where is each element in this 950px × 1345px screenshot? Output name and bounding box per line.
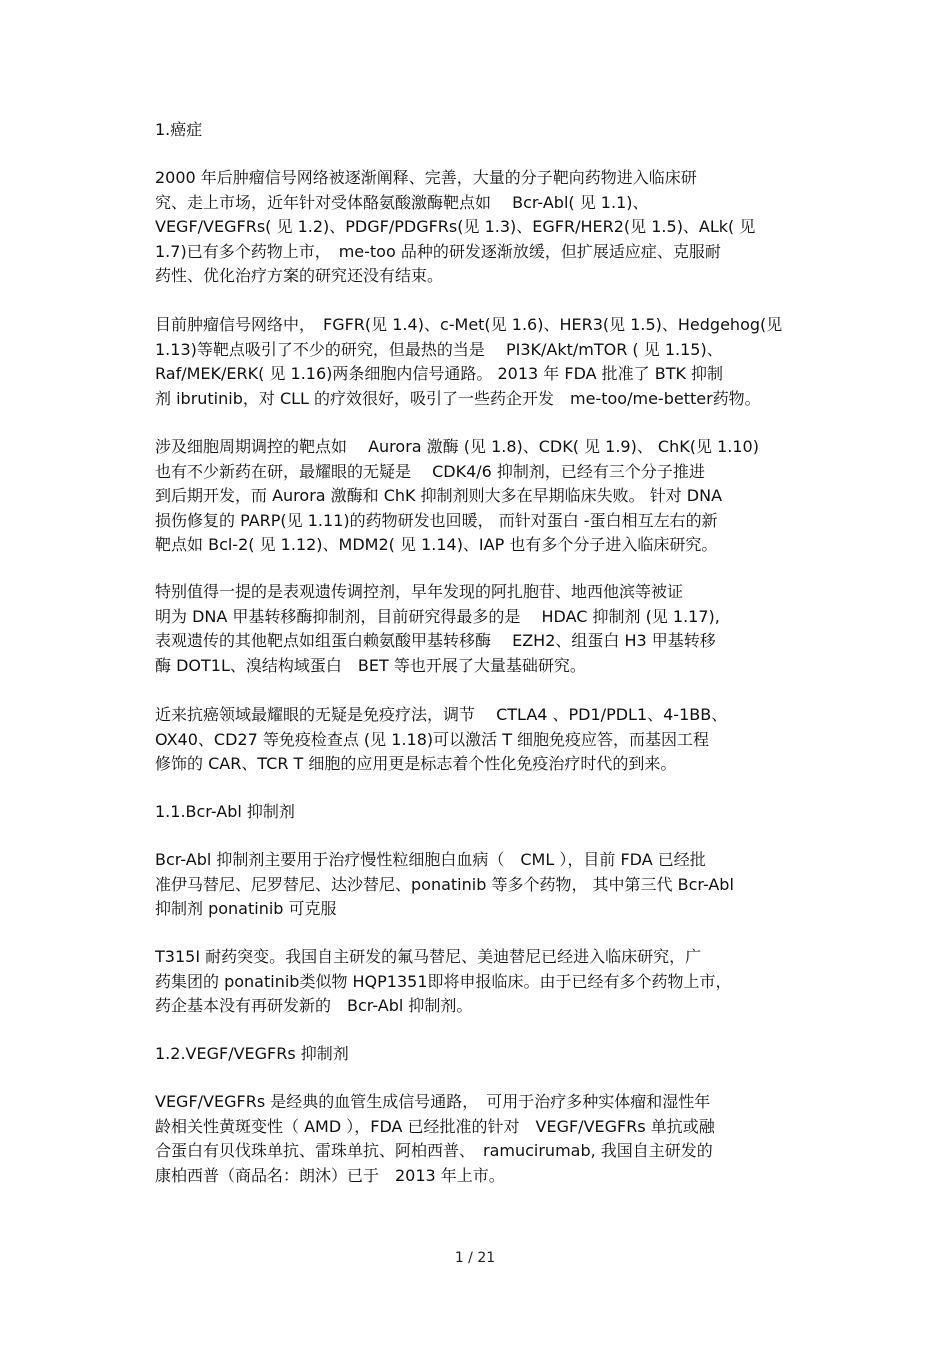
text-line: 1.癌症 bbox=[155, 120, 203, 139]
paragraph bbox=[155, 166, 795, 289]
text-line: 1.7)已有多个药物上市， me-too 品种的研发逐渐放缓，但扩展适应症、克服耐 bbox=[155, 241, 721, 261]
paragraph bbox=[155, 1090, 795, 1188]
text-line: 损伤修复的 PARP(见 1.11)的药物研发也回暖， 而针对蛋白 -蛋白相互左右的新 bbox=[155, 510, 718, 530]
paragraph bbox=[155, 848, 795, 922]
text-line: 抑制剂 ponatinib 可克服 bbox=[155, 899, 337, 918]
section-heading bbox=[155, 1042, 795, 1067]
text-line: 表观遗传的其他靶点如组蛋白赖氨酸甲基转移酶 EZH2、组蛋白 H3 甲基转移 bbox=[155, 631, 716, 650]
text-line: 准伊马替尼、尼罗替尼、达沙替尼、ponatinib 等多个药物， 其中第三代 Bcr-Abl bbox=[155, 874, 734, 894]
paragraph bbox=[155, 580, 795, 678]
paragraph bbox=[155, 703, 795, 777]
text-line: VEGF/VEGFRs( 见 1.2)、PDGF/PDGFRs(见 1.3)、EGFR/HER2(见 1.5)、ALk( 见 bbox=[155, 217, 756, 236]
text-line: Raf/MEK/ERK( 见 1.16)两条细胞内信号通路。 2013 年 FDA 批准了 BTK 抑制 bbox=[155, 364, 724, 383]
paragraph bbox=[155, 945, 795, 1019]
text-line: 究、走上市场，近年针对受体酪氨酸激酶靶点如 Bcr-Abl( 见 1.1)、 bbox=[155, 192, 649, 212]
text-line: 修饰的 CAR、TCR T 细胞的应用更是标志着个性化免疫治疗时代的到来。 bbox=[155, 754, 677, 773]
text-line: 特别值得一提的是表观遗传调控剂，早年发现的阿扎胞苷、地西他滨等被证 bbox=[155, 582, 684, 601]
text-line: 康柏西普（商品名：朗沐）已于 2013 年上市。 bbox=[155, 1165, 505, 1185]
section-heading bbox=[155, 118, 795, 143]
text-line: T315I 耐药突变。我国自主研发的氟马替尼、美迪替尼已经进入临床研究，广 bbox=[155, 947, 702, 966]
text-line: 1.13)等靶点吸引了不少的研究，但最热的当是 PI3K/Akt/mTOR ( 见 1.15)、 bbox=[155, 339, 723, 359]
paragraph bbox=[155, 313, 795, 411]
text-line: 涉及细胞周期调控的靶点如 Aurora 激酶 (见 1.8)、CDK( 见 1.9)、 ChK(见 1.10) bbox=[155, 437, 759, 456]
page-number: 1 / 21 bbox=[454, 1250, 496, 1266]
text-line: Bcr-Abl 抑制剂主要用于治疗慢性粒细胞白血病（ CML ），目前 FDA 已经批 bbox=[155, 850, 706, 869]
section-heading bbox=[155, 800, 795, 825]
text-line: VEGF/VEGFRs 是经典的血管生成信号通路， 可用于治疗多种实体瘤和湿性年 bbox=[155, 1092, 711, 1111]
text-line: 1.1.Bcr-Abl 抑制剂 bbox=[155, 802, 295, 821]
text-line: 也有不少新药在研，最耀眼的无疑是 CDK4/6 抑制剂，已经有三个分子推进 bbox=[155, 461, 705, 481]
text-line: 酶 DOT1L、溴结构域蛋白 BET 等也开展了大量基础研究。 bbox=[155, 655, 586, 675]
text-line: 龄相关性黄斑变性（ AMD ），FDA 已经批准的针对 VEGF/VEGFRs 单抗或融 bbox=[155, 1116, 715, 1136]
text-line: 目前肿瘤信号网络中， FGFR(见 1.4)、c-Met(见 1.6)、HER3(见 1.5)、Hedgehog(见 bbox=[155, 315, 783, 334]
text-line: 剂 ibrutinib，对 CLL 的疗效很好，吸引了一些药企开发 me-too/me-better药物。 bbox=[155, 388, 761, 408]
text-line: 药企基本没有再研发新的 Bcr-Abl 抑制剂。 bbox=[155, 996, 473, 1015]
text-line: 药性、优化治疗方案的研究还没有结束。 bbox=[155, 266, 444, 285]
text-line: 靶点如 Bcl-2( 见 1.12)、MDM2( 见 1.14)、IAP 也有多个分子进入临床研究。 bbox=[155, 535, 718, 554]
text-line: 1.2.VEGF/VEGFRs 抑制剂 bbox=[155, 1044, 349, 1063]
text-line: 2000 年后肿瘤信号网络被逐渐阐释、完善，大量的分子靶向药物进入临床研 bbox=[155, 168, 697, 187]
text-line: 明为 DNA 甲基转移酶抑制剂，目前研究得最多的是 HDAC 抑制剂 (见 1.17), bbox=[155, 606, 720, 626]
text-line: 到后期开发，而 Aurora 激酶和 ChK 抑制剂则大多在早期临床失败。 针对 DNA bbox=[155, 486, 723, 505]
text-line: OX40、CD27 等免疫检查点 (见 1.18)可以激活 T 细胞免疫应答，而基因工程 bbox=[155, 729, 710, 749]
text-line: 药集团的 ponatinib类似物 HQP1351即将申报临床。由于已经有多个药物上市， bbox=[155, 971, 732, 991]
text-line: 近来抗癌领域最耀眼的无疑是免疫疗法，调节 CTLA4 、PD1/PDL1、4-1BB、 bbox=[155, 705, 728, 724]
paragraph bbox=[155, 435, 795, 558]
text-line: 合蛋白有贝伐珠单抗、雷珠单抗、阿柏西普、 ramucirumab, 我国自主研发的 bbox=[155, 1141, 713, 1160]
